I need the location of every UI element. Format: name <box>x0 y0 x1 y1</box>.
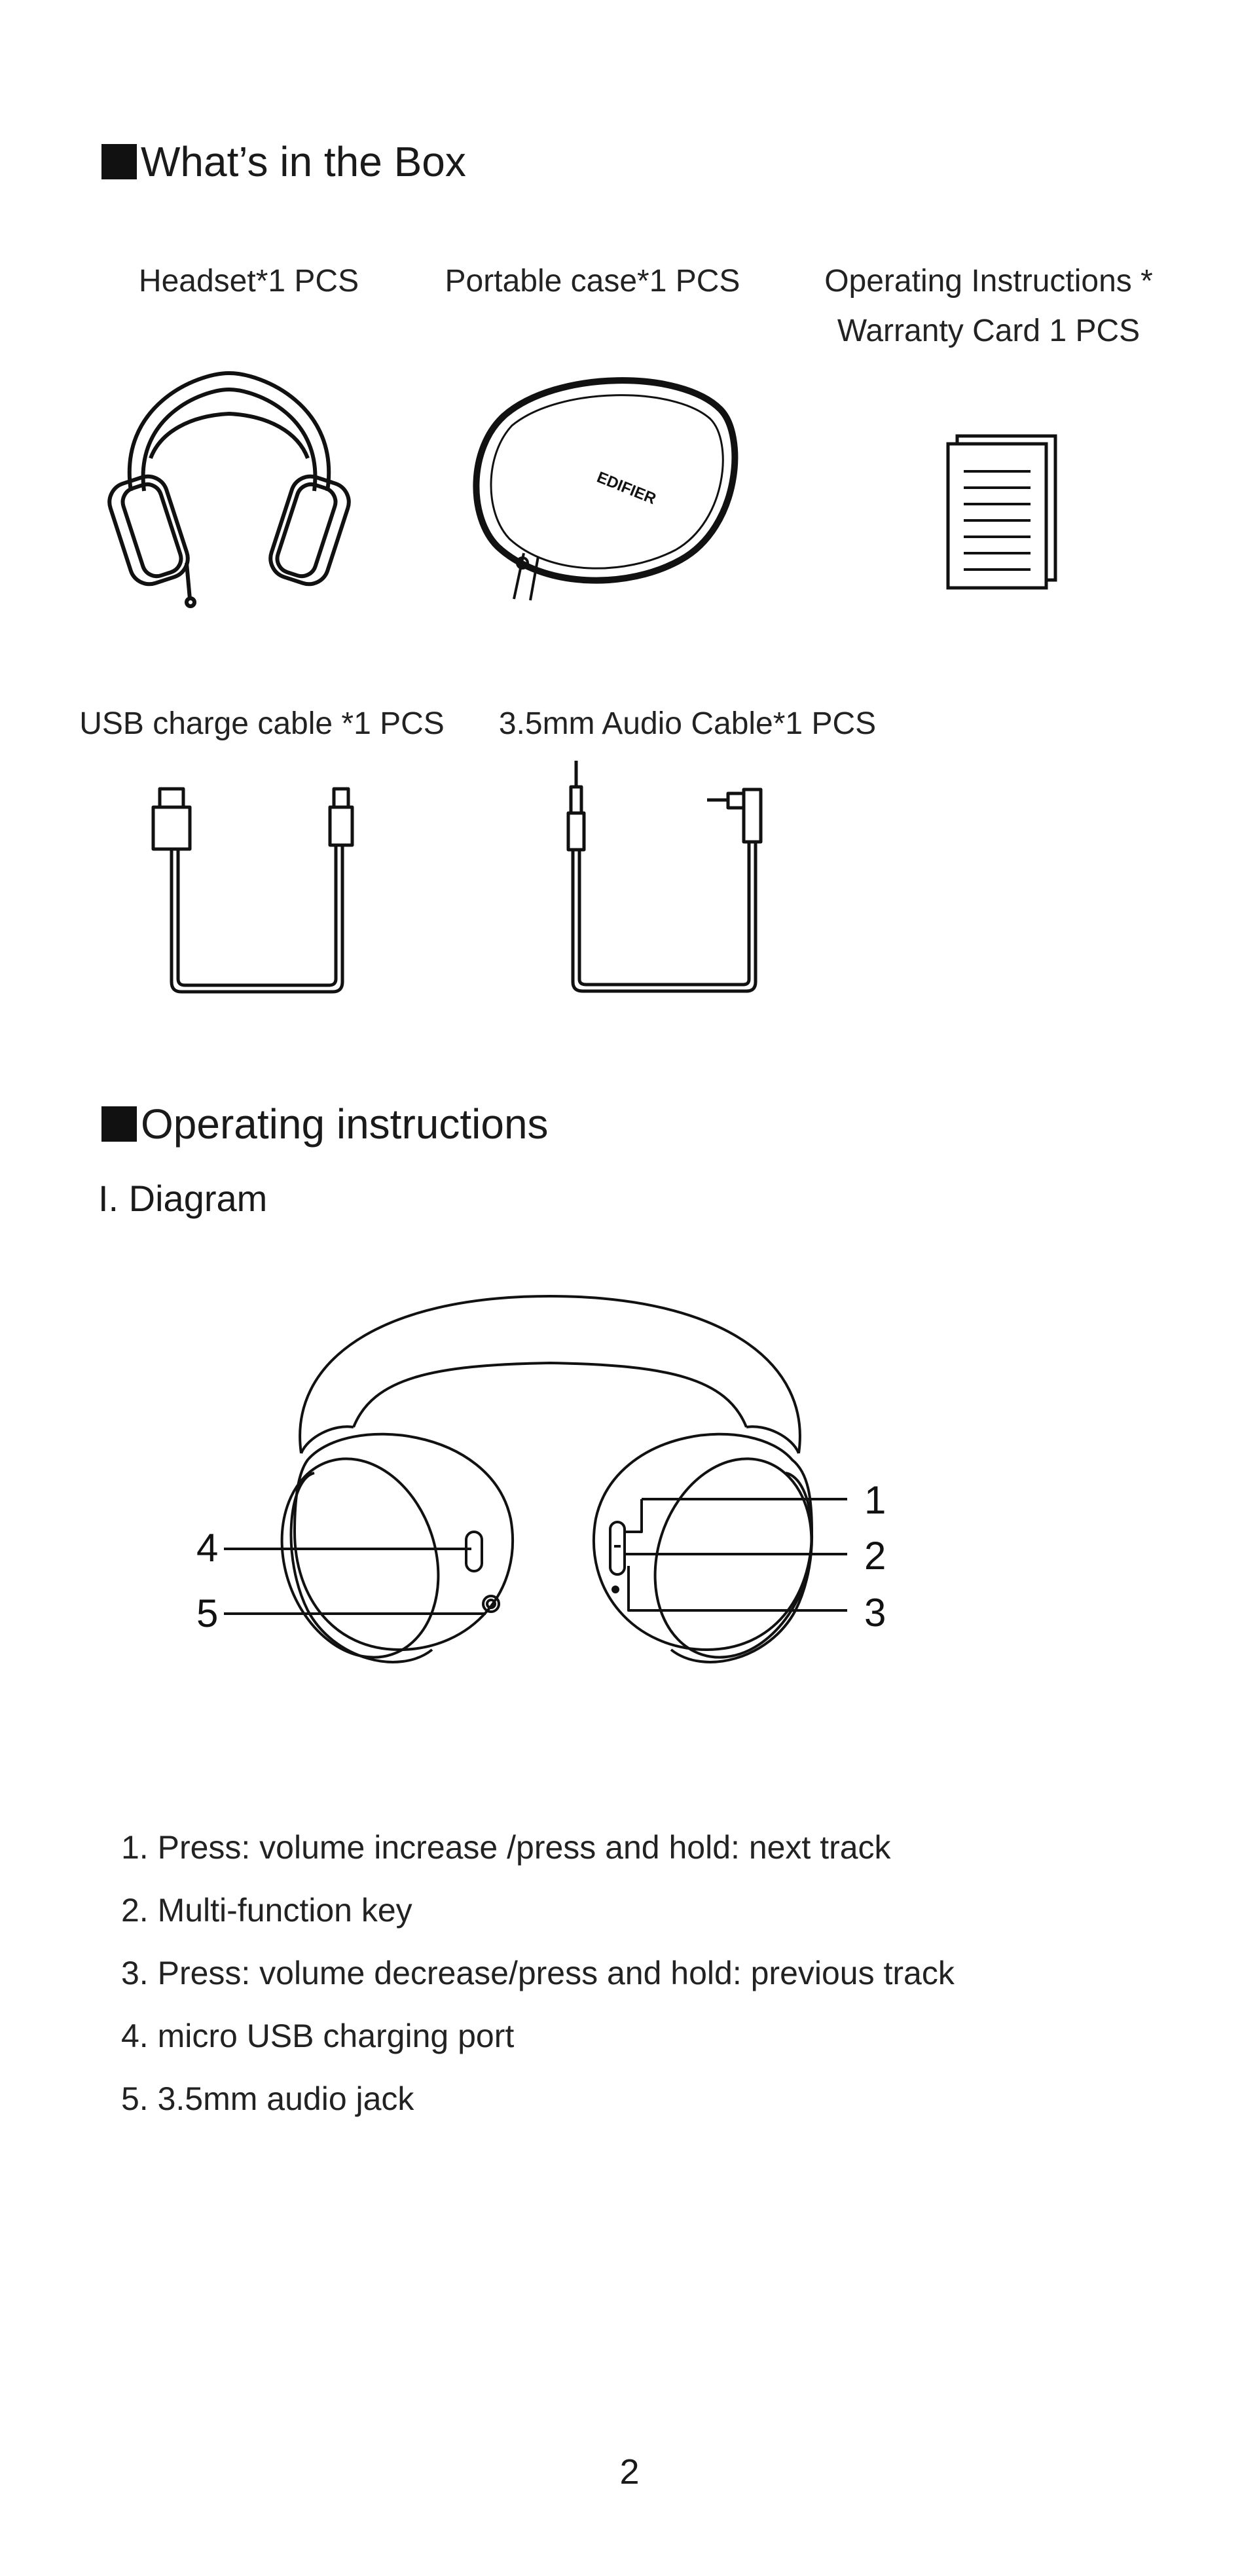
headset-caption: Headset*1 PCS <box>138 264 359 299</box>
page-number: 2 <box>619 2452 640 2492</box>
manual-caption: Operating Instructions * Warranty Card 1 PCS <box>824 264 1153 348</box>
diagram-legend <box>121 1826 955 2120</box>
usb-cable-icon <box>151 782 373 998</box>
box-section-title: What’s in the Box <box>101 137 466 186</box>
case-icon <box>465 363 753 612</box>
headset-icon <box>105 367 354 615</box>
instructions-section-title: Operating instructions <box>101 1100 549 1148</box>
diagram-subheading: I. Diagram <box>98 1178 268 1219</box>
case-caption: Portable case*1 PCS <box>445 264 740 299</box>
usb-cable-caption: USB charge cable *1 PCS <box>79 706 445 741</box>
callout-4: 4 <box>196 1526 219 1570</box>
square-bullet-icon <box>101 1106 137 1142</box>
square-bullet-icon <box>101 144 137 179</box>
callout-3: 3 <box>864 1591 886 1635</box>
callout-5: 5 <box>196 1591 219 1635</box>
document-icon <box>943 432 1061 589</box>
legend-item: 5. 3.5mm audio jack <box>121 2080 414 2117</box>
legend-item: 4. micro USB charging port <box>121 2018 515 2054</box>
legend-item: 2. Multi-function key <box>121 1892 412 1929</box>
audio-cable-caption: 3.5mm Audio Cable*1 PCS <box>498 706 877 741</box>
legend-item: 1. Press: volume increase /press and hold: next track <box>121 1829 891 1866</box>
callout-2: 2 <box>864 1534 886 1578</box>
legend-item: 3. Press: volume decrease/press and hold: previous track <box>121 1955 955 1991</box>
headset-diagram <box>183 1283 930 1715</box>
audio-cable-icon <box>557 759 773 995</box>
edifier-logo: EDIFIER <box>594 468 659 509</box>
callout-1: 1 <box>864 1478 886 1522</box>
